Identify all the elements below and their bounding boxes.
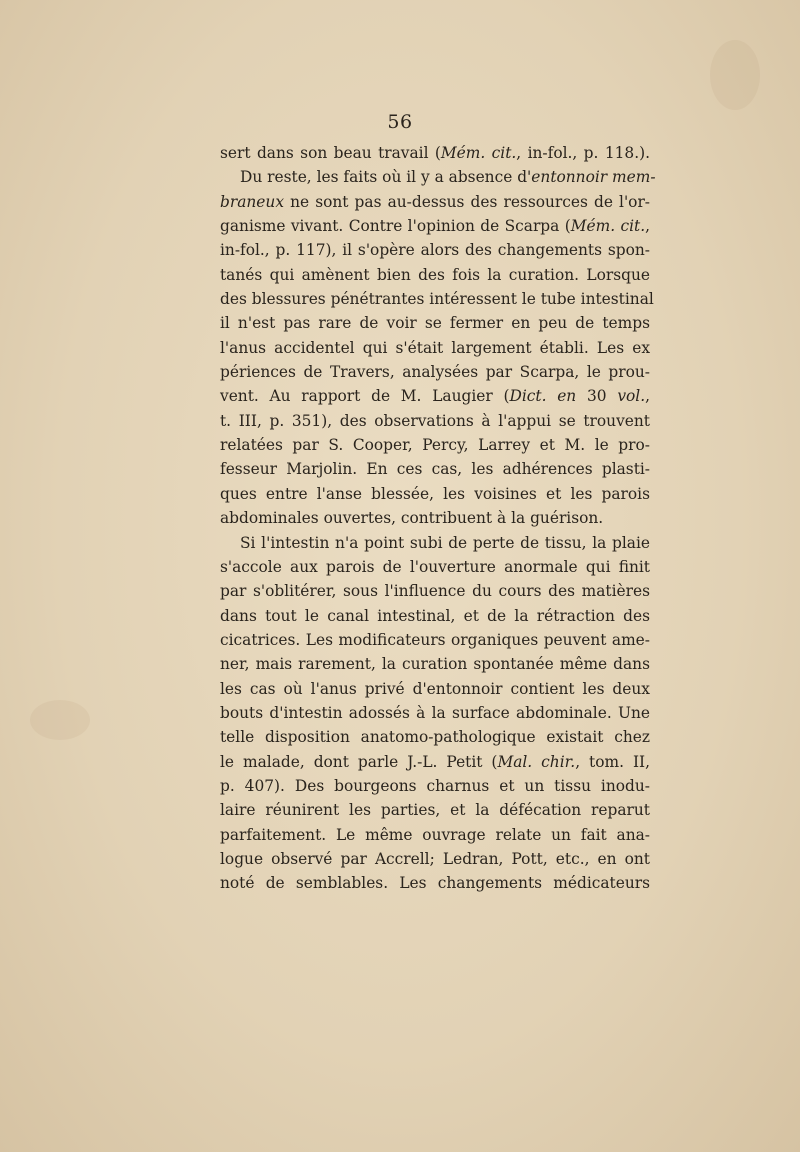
text-run: relatées par S. Cooper, Percy, Larrey et M. le pro- — [220, 436, 650, 455]
text-line — [220, 701, 650, 725]
text-line — [220, 555, 650, 579]
paper-stain — [710, 40, 760, 110]
text-run: parfaitement. Le même ouvrage relate un fait ana- — [220, 825, 650, 844]
text-line — [220, 238, 650, 262]
text-line — [220, 263, 650, 287]
text-line — [220, 311, 650, 335]
text-run: le malade, dont parle J.-L. Petit ( — [220, 752, 498, 771]
text-run: p. 407). Des bourgeons charnus et un tissu inodu- — [220, 776, 650, 795]
text-run: tanés qui amènent bien des fois la curation. Lorsque — [220, 265, 650, 284]
text-run: fesseur Marjolin. En ces cas, les adhérences plasti- — [220, 460, 650, 479]
text-run: , in-fol., p. 118.). — [516, 144, 650, 162]
body-text — [220, 141, 656, 896]
text-line — [220, 798, 650, 822]
text-run: s'accole aux parois de l'ouverture anormale qui finit — [220, 557, 650, 576]
text-run: Du reste, les faits où il y a absence d' — [240, 168, 532, 187]
text-line — [220, 677, 650, 701]
text-run: sert dans son beau travail ( — [220, 144, 441, 162]
text-line — [220, 725, 650, 749]
italic-citation: Mém. cit. — [440, 144, 517, 162]
text-run: ques entre l'anse blessée, les voisines et les parois — [220, 484, 650, 503]
text-run: Si l'intestin n'a point subi de perte de tissu, la plaie — [240, 533, 650, 552]
text-run: il n'est pas rare de voir se fermer en peu de temps — [220, 314, 650, 333]
text-line — [220, 774, 650, 798]
italic-citation: vol. — [617, 387, 646, 406]
text-line — [220, 579, 650, 603]
text-line — [220, 750, 650, 774]
text-line — [220, 531, 650, 555]
text-run: des blessures pénétrantes intéressent le tube intestinal — [220, 290, 654, 309]
text-run: bouts d'intestin adossés à la surface abdominale. Une — [220, 703, 650, 722]
text-line — [220, 482, 650, 506]
text-run: noté de semblables. Les changements médicateurs — [220, 874, 650, 893]
text-line — [220, 409, 650, 433]
italic-citation: Mal. chir. — [497, 752, 576, 771]
text-line — [220, 652, 650, 676]
text-run: logue observé par Accrell; Ledran, Pott, etc., en ont — [220, 849, 650, 868]
text-run: l'anus accidentel qui s'était largement établi. Les ex — [220, 338, 650, 357]
text-run: ner, mais rarement, la curation spontanée même dans — [220, 655, 650, 674]
text-line — [220, 433, 650, 457]
text-run: cicatrices. Les modificateurs organiques peuvent ame- — [220, 630, 650, 649]
italic-citation: entonnoir mem- — [531, 168, 656, 187]
text-run: dans tout le canal intestinal, et de la rétraction des — [220, 606, 650, 625]
text-line — [220, 384, 650, 408]
text-run: , — [645, 387, 650, 406]
text-run: , tom. II, — [575, 752, 651, 771]
text-line — [220, 287, 654, 311]
text-run: périences de Travers, analysées par Scarpa, le prou- — [220, 363, 650, 382]
text-line — [220, 847, 650, 871]
italic-citation: Mém. cit. — [570, 217, 646, 236]
text-line — [220, 165, 656, 189]
text-run: , — [645, 217, 650, 236]
text-run: ganisme vivant. Contre l'opinion de Scarpa ( — [220, 217, 571, 236]
text-run: in-fol., p. 117), il s'opère alors des changements spon- — [220, 241, 650, 260]
italic-citation: braneux — [220, 192, 284, 211]
text-line — [220, 457, 650, 481]
text-line — [220, 214, 650, 238]
text-line — [220, 190, 650, 214]
text-run: abdominales ouvertes, contribuent à la guérison. — [220, 509, 604, 528]
text-line — [220, 871, 650, 895]
text-line — [220, 360, 650, 384]
text-run: telle disposition anatomo-pathologique existait chez — [220, 728, 650, 747]
page-number: 56 — [387, 111, 413, 133]
text-line — [220, 628, 650, 652]
text-run: laire réunirent les parties, et la défécation reparut — [220, 801, 650, 820]
text-line — [220, 336, 650, 360]
text-run: ne sont pas au-dessus des ressources de l'or- — [284, 192, 650, 211]
text-line — [220, 604, 650, 628]
text-line — [220, 506, 650, 530]
text-run: par s'oblitérer, sous l'influence du cours des matières — [220, 582, 650, 601]
text-run: t. III, p. 351), des observations à l'appui se trouvent — [220, 411, 650, 430]
paper-stain — [30, 700, 90, 740]
text-line — [220, 141, 650, 165]
text-run: les cas où l'anus privé d'entonnoir contient les deux — [220, 679, 650, 698]
text-line — [220, 823, 650, 847]
text-run: 30 — [576, 387, 618, 406]
italic-citation: Dict. en — [509, 387, 577, 406]
text-run: vent. Au rapport de M. Laugier ( — [220, 387, 510, 406]
